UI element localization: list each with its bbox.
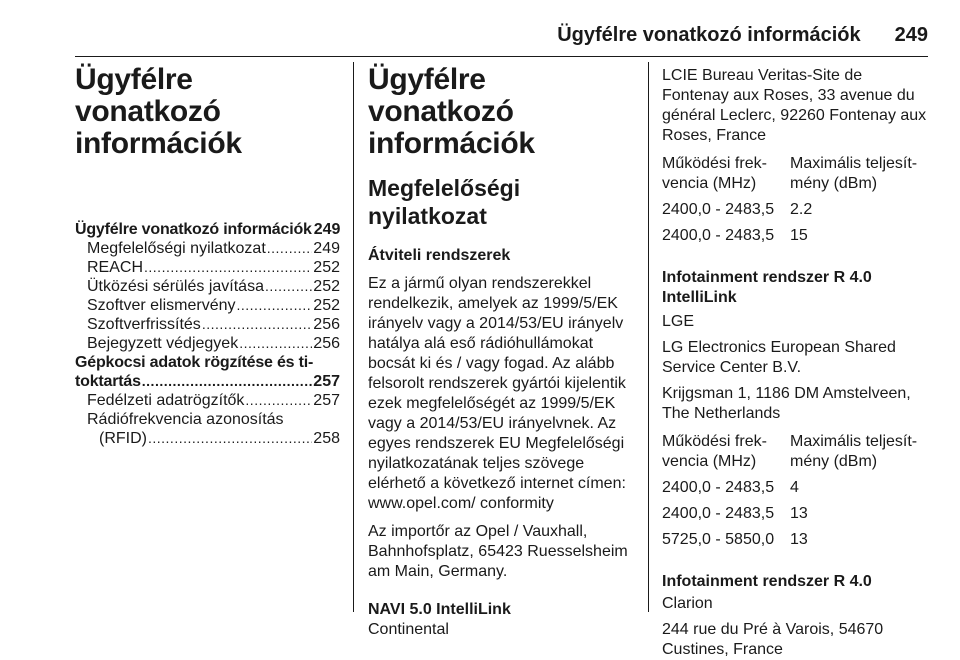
table-row [662,528,932,554]
table-cell: 13 [790,531,808,548]
table-row [662,502,932,528]
page-number: 249 [894,24,928,46]
declaration-paragraph: Ez a jármű olyan rendszerekkel rendelkezik, amelyek az 1999/5/EK irányelv vagy a 2014/53/EU irányelv hatálya alá eső rádióhullámokat bocsát ki és / vagy fogad. Az alább felsorolt rendszerek gyártói kijelentik ezek megfelelőségét az 1999/5/EK vagy a 2014/53/EU irányelvnek. Az egyes rendszerek EU Megfelelőségi nyilatkozatának teljes szövege elérhető a következő internet címen: www.opel.com/ conformity [368,275,626,512]
header-rule [75,56,928,57]
toc-entry-page: 256 [313,316,340,333]
infotainment-address-1: LG Electronics European Shared Service Center B.V. [662,339,896,376]
toc-entry[interactable] [75,353,340,391]
table-cell: 2400,0 - 2483,5 [662,479,775,496]
table-of-contents [75,220,340,448]
toc-entry-page: 258 [313,430,340,447]
infotainment-heading-1: Infotainment rendszer R 4.0 IntelliLink [662,269,872,306]
infotainment-maker-1: LGE [662,313,695,330]
table-cell: 2400,0 - 2483,5 [662,201,775,218]
toc-entry[interactable] [75,334,340,353]
table-row [662,198,932,224]
table-header-frequency: Működési frek- vencia (MHz) [662,433,767,470]
toc-entry-page: 249 [313,240,340,257]
table-header-power: Maximális teljesít- mény (dBm) [790,433,918,470]
toc-entry-page: 252 [313,297,340,314]
toc-entry-label: Ügyfélre vonatkozó információk [75,221,312,238]
table-cell: 13 [790,505,808,522]
toc-entry-label: Fedélzeti adatrögzítők [87,392,245,409]
toc-entry-page: 256 [313,335,340,352]
column-divider-1 [353,62,354,612]
section-title: Ügyfélre vonatkozó információk [368,63,535,160]
table-cell: 5725,0 - 5850,0 [662,531,775,548]
table-header-frequency: Működési frek- vencia (MHz) [662,155,767,192]
navi-maker: Continental [368,621,449,638]
table-cell: 2400,0 - 2483,5 [662,227,775,244]
table-header-row [662,154,932,198]
toc-entry[interactable] [75,315,340,334]
toc-entry-label: Bejegyzett védjegyek [87,335,239,352]
toc-entry-page: 252 [313,259,340,276]
running-header [0,22,928,48]
toc-entry[interactable] [75,239,340,258]
infotainment-address-3: 244 rue du Pré à Varois, 54670 Custines, France [662,621,884,658]
toc-entry-page: 257 [313,373,340,390]
middle-column [368,62,636,640]
table-header-row [662,432,932,476]
toc-entry-label-cont: (RFID) [99,430,147,447]
infotainment-maker-2: Clarion [662,595,713,612]
table-cell: 2400,0 - 2483,5 [662,505,775,522]
chapter-title: Ügyfélre vonatkozó információk [75,63,242,160]
frequency-table-1 [662,154,932,250]
toc-entry[interactable] [75,410,340,448]
toc-entry-label: Gépkocsi adatok rögzítése és ti- [75,354,314,371]
header-title: Ügyfélre vonatkozó információk [557,24,861,46]
toc-entry-label: Rádiófrekvencia azonosítás [87,411,284,428]
table-row [662,476,932,502]
column-divider-2 [648,62,649,612]
toc-entry[interactable] [75,220,340,239]
toc-entry[interactable] [75,391,340,410]
transmission-heading: Átviteli rendszerek [368,247,511,264]
infotainment-heading-2: Infotainment rendszer R 4.0 [662,573,872,590]
table-cell: 2.2 [790,201,813,218]
right-column [662,62,932,660]
toc-entry-label: Szoftverfrissítés [87,316,201,333]
table-header-power: Maximális teljesít- mény (dBm) [790,155,918,192]
toc-entry-label: Megfelelőségi nyilatkozat [87,240,266,257]
toc-entry[interactable] [75,277,340,296]
navi-heading: NAVI 5.0 IntelliLink [368,601,511,618]
lcie-address: LCIE Bureau Veritas-Site de Fontenay aux Roses, 33 avenue du général Leclerc, 92260 Fontenay aux Roses, France [662,67,927,144]
toc-entry-label-cont: toktartás [75,373,141,390]
infotainment-address-2: Krijgsman 1, 1186 DM Amstelveen, The Netherlands [662,385,911,422]
toc-entry-label: REACH [87,259,144,276]
toc-entry-page: 257 [313,392,340,409]
toc-entry-page: 252 [313,278,340,295]
toc-entry[interactable] [75,296,340,315]
toc-entry-label: Ütközési sérülés javítása [87,278,264,295]
importer-paragraph: Az importőr az Opel / Vauxhall, Bahnhofsplatz, 65423 Ruesselsheim am Main, Germany. [368,523,628,580]
toc-entry-label: Szoftver elismervény [87,297,236,314]
frequency-table-2 [662,432,932,554]
toc-entry[interactable] [75,258,340,277]
toc-column [75,62,340,448]
toc-entry-page: 249 [313,221,341,238]
section-subtitle: Megfelelőségi nyilatkozat [368,175,521,229]
table-cell: 15 [790,227,808,244]
table-row [662,224,932,250]
table-cell: 4 [790,479,799,496]
